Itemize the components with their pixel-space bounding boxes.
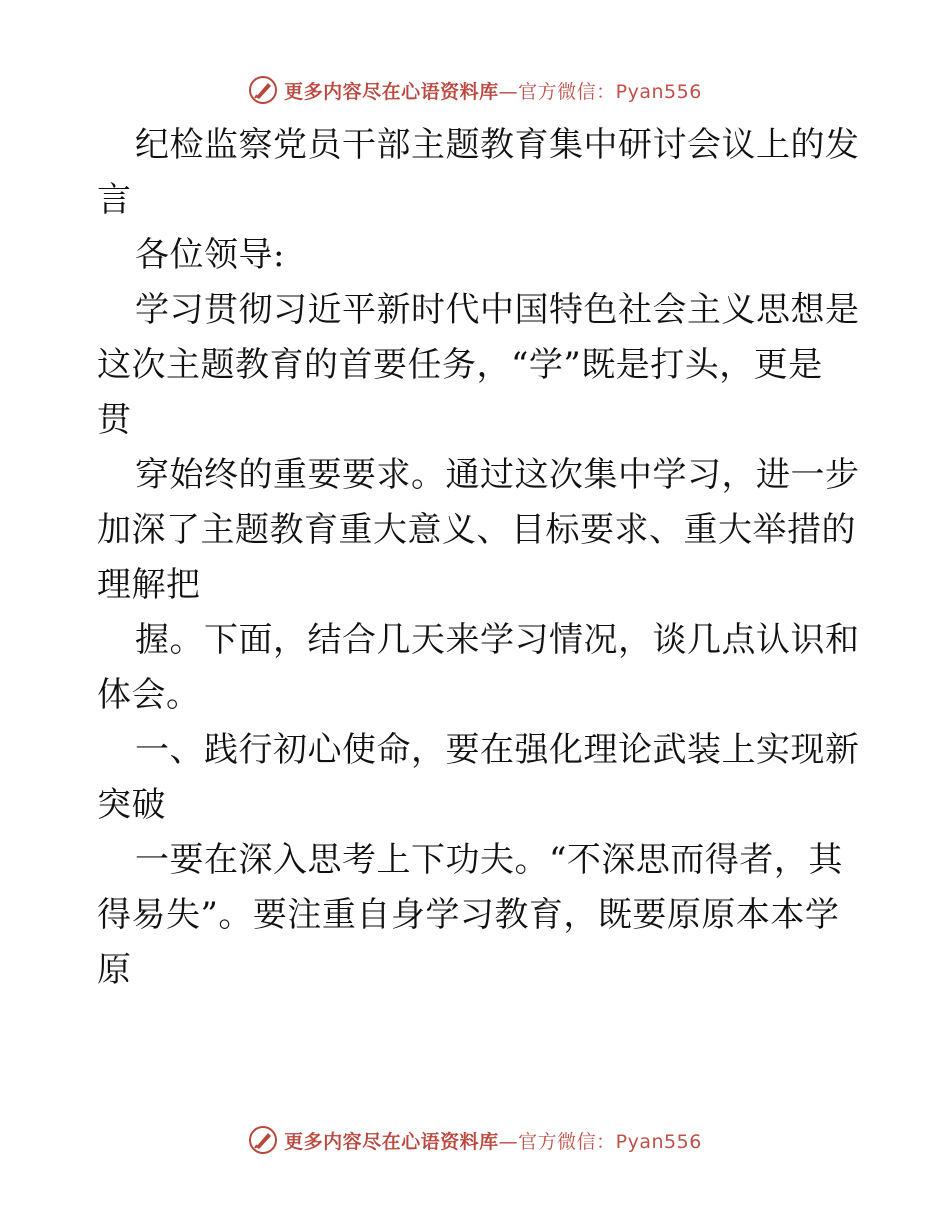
- watermark-main-text: 更多内容尽在心语资料库: [284, 80, 499, 103]
- footer-watermark-text: [284, 1127, 702, 1154]
- watermark-dash: —: [498, 1130, 519, 1153]
- footer-watermark-banner: [0, 1120, 950, 1160]
- watermark-wechat-text: 官方微信：Pyan556: [518, 1130, 702, 1153]
- document-line: 各位领导:: [135, 235, 285, 275]
- document-line: 理解把: [97, 565, 201, 605]
- document-line: 得易失”。要注重自身学习教育，既要原原本本学: [97, 895, 840, 935]
- watermark-wechat-text: 官方微信：Pyan556: [518, 80, 702, 103]
- document-line: 突破: [97, 785, 166, 825]
- document-line: 加深了主题教育重大意义、目标要求、重大举措的: [97, 510, 856, 550]
- document-line: 体会。: [97, 675, 201, 715]
- document-line: 穿始终的重要要求。通过这次集中学习，进一步: [135, 455, 860, 495]
- document-line: 纪检监察党员干部主题教育集中研讨会议上的发: [135, 125, 860, 165]
- document-line: 原: [97, 950, 132, 990]
- document-line: 贯: [97, 400, 132, 440]
- quill-pen-logo-icon: [248, 75, 278, 105]
- quill-pen-logo-icon: [248, 1125, 278, 1155]
- document-line: 这次主题教育的首要任务，“学”既是打头，更是: [97, 345, 823, 385]
- watermark-main-text: 更多内容尽在心语资料库: [284, 1130, 499, 1153]
- watermark-dash: —: [498, 80, 519, 103]
- document-line: 学习贯彻习近平新时代中国特色社会主义思想是: [135, 290, 860, 330]
- document-body: [97, 118, 860, 998]
- document-line: 言: [97, 180, 132, 220]
- header-watermark-banner: [0, 70, 950, 110]
- document-line: 一、践行初心使命，要在强化理论武装上实现新: [135, 730, 860, 770]
- header-watermark-text: [284, 77, 702, 104]
- document-line: 握。下面，结合几天来学习情况，谈几点认识和: [135, 620, 860, 660]
- document-line: 一要在深入思考上下功夫。“不深思而得者，其: [135, 840, 843, 880]
